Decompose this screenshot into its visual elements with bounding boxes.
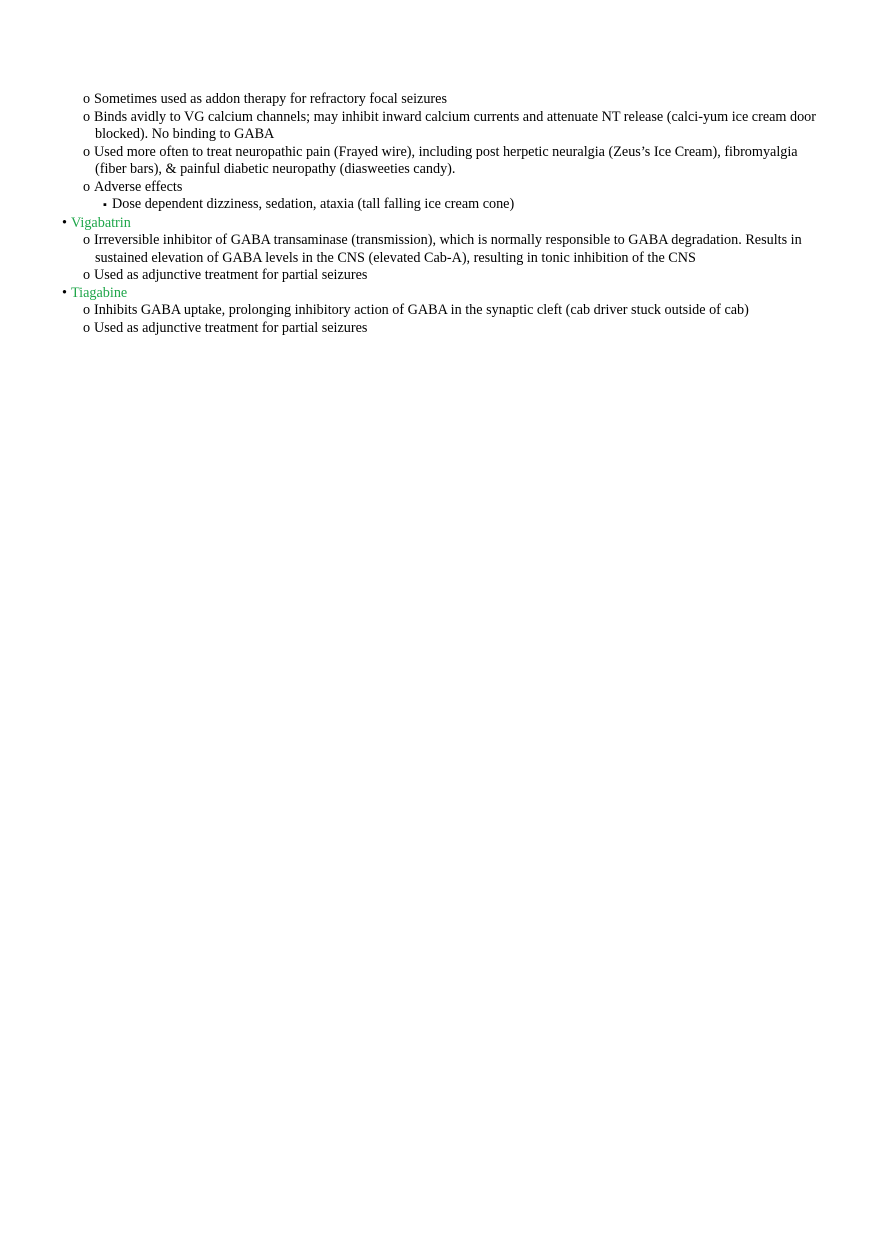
list-item-text: Sometimes used as addon therapy for refractory focal seizures bbox=[94, 91, 447, 107]
list-item bbox=[0, 232, 880, 250]
sub-bullet-marker: o bbox=[83, 91, 91, 107]
sub-bullet-marker: o bbox=[83, 178, 91, 195]
sub-bullet-marker: o bbox=[83, 232, 91, 248]
list-item-text: Adverse effects bbox=[94, 178, 183, 195]
list-item-text: blocked). No binding to GABA bbox=[95, 126, 275, 142]
sub-bullet-marker: o bbox=[83, 319, 91, 336]
drug-heading-tiagabine bbox=[0, 285, 880, 303]
list-item-continuation bbox=[0, 161, 880, 179]
list-item bbox=[0, 320, 880, 338]
sub-bullet-marker: o bbox=[83, 108, 91, 125]
bullet-marker: • bbox=[62, 214, 67, 231]
drug-heading-vigabatrin bbox=[0, 215, 880, 233]
list-item-continuation bbox=[0, 250, 880, 268]
list-item-text: (fiber bars), & painful diabetic neuropathy (diasweeties candy). bbox=[95, 161, 456, 177]
list-item bbox=[0, 267, 880, 285]
list-item-text: sustained elevation of GABA levels in the CNS (elevated Cab-A), resulting in tonic inhibition of the CNS bbox=[95, 249, 696, 266]
list-item bbox=[0, 302, 880, 320]
list-item bbox=[0, 91, 880, 109]
sub-bullet-marker: o bbox=[83, 267, 91, 283]
list-item-text: Irreversible inhibitor of GABA transaminase (transmission), which is normally responsible to GABA degradation. Results in bbox=[94, 232, 802, 248]
list-item-continuation bbox=[0, 126, 880, 144]
list-item-text: Used more often to treat neuropathic pain (Frayed wire), including post herpetic neuralgia (Zeus’s Ice Cream), fibromyalgia bbox=[94, 143, 798, 160]
list-item-text: Used as adjunctive treatment for partial seizures bbox=[94, 267, 368, 283]
list-item bbox=[0, 109, 880, 127]
list-item bbox=[0, 196, 880, 215]
square-bullet-marker: ▪ bbox=[103, 199, 107, 211]
drug-name: Tiagabine bbox=[71, 284, 128, 301]
document-page bbox=[0, 91, 880, 337]
list-item-text: Used as adjunctive treatment for partial seizures bbox=[94, 319, 368, 336]
sub-bullet-marker: o bbox=[83, 302, 91, 318]
list-item-text: Inhibits GABA uptake, prolonging inhibitory action of GABA in the synaptic cleft (cab driver stuck outside of cab) bbox=[94, 302, 749, 318]
bullet-marker: • bbox=[62, 284, 67, 301]
list-item bbox=[0, 144, 880, 162]
sub-bullet-marker: o bbox=[83, 143, 91, 160]
list-item-text: Dose dependent dizziness, sedation, ataxia (tall falling ice cream cone) bbox=[112, 196, 515, 212]
list-item bbox=[0, 179, 880, 197]
list-item-text: Binds avidly to VG calcium channels; may inhibit inward calcium currents and attenuate NT release (calci-yum ice cream door bbox=[94, 108, 816, 125]
drug-name: Vigabatrin bbox=[71, 214, 131, 231]
